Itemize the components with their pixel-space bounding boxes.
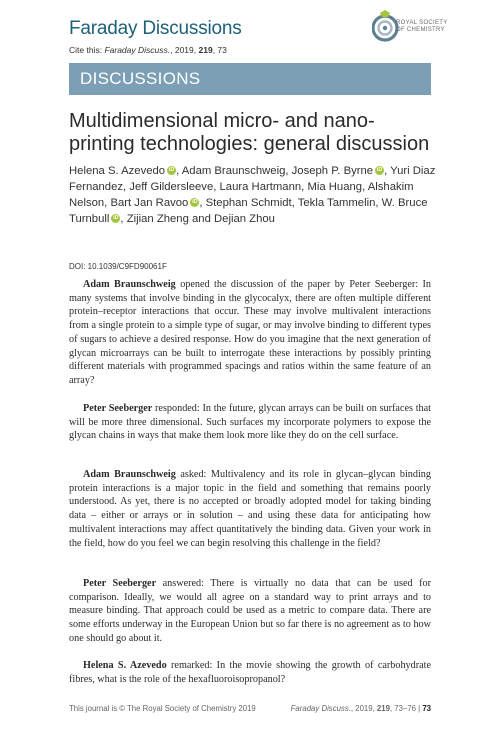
paragraph-text: answered: There is virtually no data that can be used for comparison. Ideally, we would all agree on a standard way to print arrays and to measure binding. That approach could be used as a metric to compare data. There are some efforts underway in the European Union but so far there is no agreement as to how one should go about it. bbox=[69, 578, 431, 644]
author-separator: , bbox=[301, 181, 308, 193]
author-name[interactable]: Alshakim Nelson bbox=[69, 181, 414, 209]
orcid-icon[interactable]: iD bbox=[168, 167, 175, 173]
section-banner-label: DISCUSSIONS bbox=[80, 69, 201, 88]
author-name[interactable]: Yuri Diaz Fernandez bbox=[69, 165, 436, 193]
author-separator: , bbox=[362, 181, 368, 193]
author-separator: , bbox=[123, 181, 130, 193]
author-name[interactable]: Zijian Zheng bbox=[126, 213, 189, 225]
author-separator: and bbox=[188, 213, 214, 225]
orcid-icon[interactable]: iD bbox=[113, 215, 119, 221]
journal-name: Faraday Discussions bbox=[69, 18, 242, 39]
discussion-paragraph bbox=[69, 577, 431, 646]
discussion-paragraph bbox=[69, 659, 431, 686]
discussion-paragraph bbox=[69, 278, 431, 388]
article-title: Multidimensional micro- and nano-printing technologies: general discussion bbox=[69, 110, 430, 155]
author-separator: , bbox=[199, 197, 206, 209]
author-separator: , bbox=[291, 197, 298, 209]
paragraph-text: remarked: In the movie showing the growth of carbohydrate fibres, what is the role of the hexafluoroisopropanol? bbox=[69, 660, 431, 685]
author-separator: , bbox=[285, 165, 292, 177]
author-name[interactable]: Mia Huang bbox=[307, 181, 363, 193]
rsc-logo bbox=[372, 10, 448, 50]
author-name[interactable]: Helena S. Azevedo bbox=[69, 165, 166, 177]
logo-line1: ROYAL SOCIETY bbox=[396, 20, 448, 26]
logo-line2: OF CHEMISTRY bbox=[396, 27, 445, 33]
author-name[interactable]: Stephan Schmidt bbox=[205, 197, 292, 209]
orcid-icon[interactable]: iD bbox=[192, 199, 198, 205]
author-separator: , bbox=[375, 197, 382, 209]
author-name[interactable]: Dejian Zhou bbox=[214, 213, 275, 225]
cite-page: , 73 bbox=[212, 45, 227, 55]
citation-line bbox=[69, 45, 227, 55]
paragraph-text: opened the discussion of the paper by Peter Seeberger: In many systems that involve binding in the glycocalyx, there are often multiple different protein–receptor interactions that occur. These may involve multivalent interactions from a single protein to a simple type of sugar, or may involve binding to different types of sugars to achieve a desired response. How do you imagine that the next generation of glycan microarrays can be built to interrogate these interactions by possibly printing different materials with programmed spacings and ratios within the same feature of an array? bbox=[69, 279, 431, 386]
copyright-notice: This journal is © The Royal Society of Chemistry 2019 bbox=[69, 704, 256, 713]
page-footer bbox=[69, 704, 431, 713]
paragraph-text: responded: In the future, glycan arrays can be built on surfaces that will be more three dimensional. Such surfaces my incorporate polymers to expose the glycan chains in ways that make them look more like they do on the cell surface. bbox=[69, 403, 431, 442]
cite-journal: Faraday Discuss. bbox=[104, 45, 171, 55]
discussion-paragraph bbox=[69, 402, 431, 443]
page-number: 73 bbox=[422, 704, 431, 713]
speaker-name: Peter Seeberger bbox=[83, 403, 153, 414]
author-name[interactable]: W. Bruce Turnbull bbox=[69, 197, 428, 225]
footer-year: , 2019, bbox=[350, 704, 375, 713]
author-name[interactable]: Joseph P. Byrne bbox=[291, 165, 374, 177]
footer-volume: 219 bbox=[376, 704, 390, 713]
author-name[interactable]: Bart Jan Ravoo bbox=[110, 197, 189, 209]
author-name[interactable]: Jeff Gildersleeve bbox=[129, 181, 214, 193]
speaker-name: Helena S. Azevedo bbox=[83, 660, 167, 671]
footer-pages: , 73–76 bbox=[389, 704, 416, 713]
author-name[interactable]: Laura Hartmann bbox=[219, 181, 302, 193]
author-separator: , bbox=[213, 181, 220, 193]
cite-volume: 219 bbox=[198, 45, 213, 55]
author-separator: , bbox=[120, 213, 127, 225]
speaker-name: Peter Seeberger bbox=[83, 578, 157, 589]
footer-journal: Faraday Discuss. bbox=[290, 704, 351, 713]
author-separator: , bbox=[104, 197, 111, 209]
orcid-icon[interactable]: iD bbox=[376, 167, 383, 173]
paragraph-text: asked: Multivalency and its role in glycan–glycan binding protein interactions is a major topic in the field and something that remains poorly understood. As yet, there is no accepted or broadly adopted model for taking binding data – either or arrays or in solution – and using these data for anticipating how multivalent interactions may affect quantitatively the binding data. Given your work in the field, how do you feel we can begin resolving this challenge in the field? bbox=[69, 469, 431, 549]
discussion-paragraph bbox=[69, 468, 431, 550]
speaker-name: Adam Braunschweig bbox=[83, 469, 176, 480]
cite-year: , 2019, bbox=[170, 45, 197, 55]
footer-divider: | bbox=[415, 704, 423, 713]
cite-label: Cite this: bbox=[69, 45, 103, 55]
author-name[interactable]: Tekla Tammelin bbox=[297, 197, 376, 209]
doi[interactable]: DOI: 10.1039/C9FD90061F bbox=[69, 262, 167, 271]
rsc-logo-text bbox=[396, 20, 448, 34]
author-separator: , bbox=[176, 165, 182, 177]
speaker-name: Adam Braunschweig bbox=[83, 279, 176, 290]
author-separator: , bbox=[384, 165, 391, 177]
author-list bbox=[69, 163, 449, 227]
author-name[interactable]: Adam Braunschweig bbox=[181, 165, 286, 177]
footer-citation bbox=[291, 704, 431, 713]
